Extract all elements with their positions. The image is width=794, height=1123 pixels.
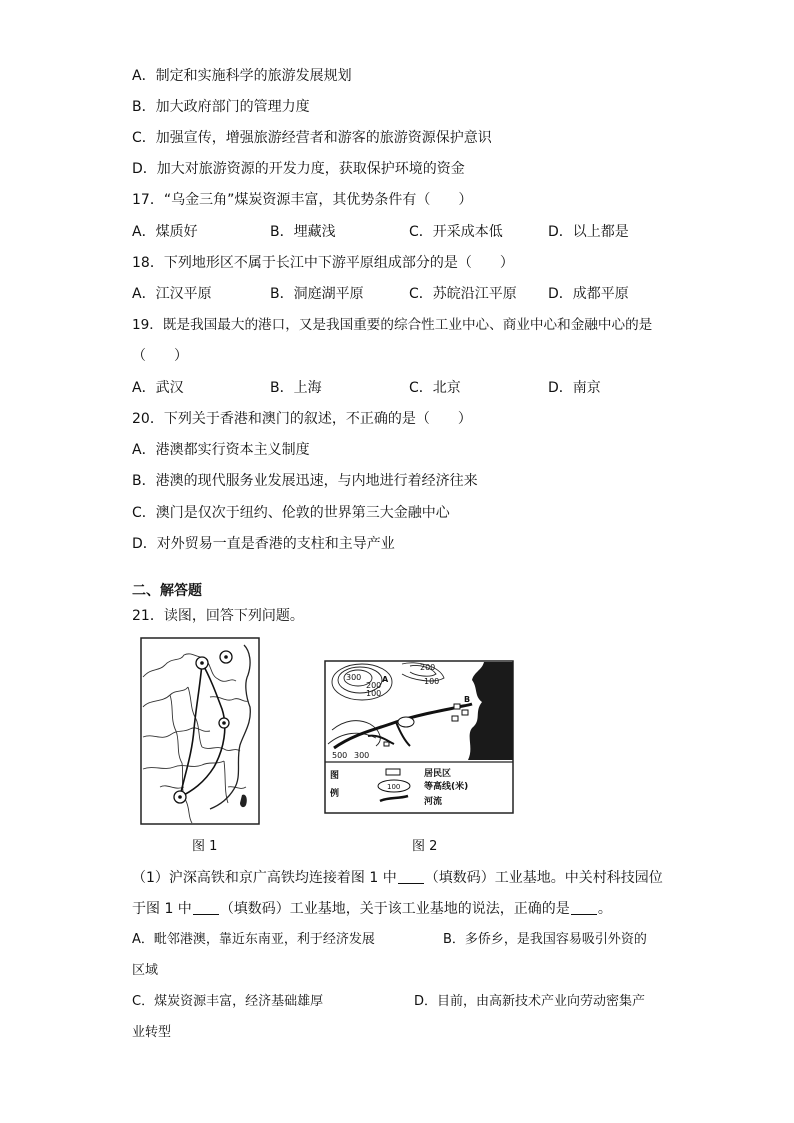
legend-title-2: 例 bbox=[330, 789, 340, 799]
q17-option-c: C．开采成本低 bbox=[409, 224, 503, 240]
contour-label-100b: 100 bbox=[366, 689, 382, 698]
contour-label-100a: 100 bbox=[424, 677, 440, 686]
q17-stem: 17．“乌金三角”煤炭资源丰富，其优势条件有（ ） bbox=[132, 192, 473, 208]
answer-blank-3[interactable] bbox=[571, 900, 597, 915]
q16-option-b: B．加大政府部门的管理力度 bbox=[132, 99, 310, 115]
q21-option-d-cont: 业转型 bbox=[132, 1025, 172, 1040]
q21-option-b: B．多侨乡，是我国容易吸引外资的 bbox=[443, 932, 647, 947]
q18-option-c: C．苏皖沿江平原 bbox=[409, 286, 517, 302]
q21-option-d: D．目前，由高新技术产业向劳动密集产 bbox=[414, 994, 646, 1009]
q20-option-b: B．港澳的现代服务业发展迅速，与内地进行着经济往来 bbox=[132, 473, 478, 489]
q21-option-c: C．煤炭资源丰富，经济基础雄厚 bbox=[132, 994, 324, 1009]
contour-label-500: 500 bbox=[332, 751, 348, 760]
legend-settlement-symbol bbox=[386, 769, 400, 775]
q20-option-d: D．对外贸易一直是香港的支柱和主导产业 bbox=[132, 536, 395, 552]
q18-option-b: B．洞庭湖平原 bbox=[270, 286, 364, 302]
q19-stem-line2: （ ） bbox=[132, 348, 188, 364]
figure2-caption: 图 2 bbox=[412, 839, 438, 854]
q21-sub1-text-b: （填数码）工业基地。中关村科技园位 bbox=[424, 870, 663, 886]
q21-sub1-text-d: （填数码）工业基地，关于该工业基地的说法，正确的是 bbox=[219, 901, 570, 917]
q20-stem: 20．下列关于香港和澳门的叙述，不正确的是（ ） bbox=[132, 411, 472, 427]
section-title: 二、解答题 bbox=[132, 583, 202, 599]
answer-blank-2[interactable] bbox=[193, 900, 219, 915]
q21-option-b-cont: 区域 bbox=[132, 963, 159, 978]
q19-option-b: B．上海 bbox=[270, 380, 322, 396]
figure1-caption: 图 1 bbox=[192, 839, 218, 854]
answer-blank-1[interactable] bbox=[398, 869, 424, 884]
contour-label-300: 300 bbox=[346, 673, 362, 682]
legend-contour-value: 100 bbox=[387, 783, 401, 791]
legend-title-1: 图 bbox=[330, 771, 340, 781]
figure1-map bbox=[140, 637, 260, 825]
q21-sub1-text-a: （1）沪深高铁和京广高铁均连接着图 1 中 bbox=[132, 870, 397, 886]
point-label-b: B bbox=[464, 695, 471, 704]
q17-option-b: B．埋藏浅 bbox=[270, 224, 336, 240]
q19-option-d: D．南京 bbox=[548, 380, 601, 396]
point-label-a: A bbox=[382, 675, 389, 684]
q19-option-a: A．武汉 bbox=[132, 380, 184, 396]
contour-label-300b: 300 bbox=[354, 751, 370, 760]
q16-option-a: A．制定和实施科学的旅游发展规划 bbox=[132, 68, 352, 84]
figure2-map bbox=[324, 660, 514, 814]
q16-option-d: D．加大对旅游资源的开发力度，获取保护环境的资金 bbox=[132, 161, 465, 177]
q18-stem: 18．下列地形区不属于长江中下游平原组成部分的是（ ） bbox=[132, 255, 514, 271]
q21-stem: 21．读图，回答下列问题。 bbox=[132, 608, 304, 624]
q19-stem-line1: 19．既是我国最大的港口，又是我国重要的综合性工业中心、商业中心和金融中心的是 bbox=[132, 317, 653, 333]
legend-river-label: 河流 bbox=[424, 797, 443, 807]
legend-settlement-label: 居民区 bbox=[424, 769, 452, 779]
q17-option-a: A．煤质好 bbox=[132, 224, 198, 240]
contour-label-200a: 200 bbox=[420, 663, 436, 672]
q21-option-a: A．毗邻港澳，靠近东南亚，利于经济发展 bbox=[132, 932, 375, 947]
q20-option-a: A．港澳都实行资本主义制度 bbox=[132, 442, 310, 458]
q21-sub1-text-e: 。 bbox=[597, 901, 612, 917]
q21-sub1-line1 bbox=[132, 868, 663, 888]
q21-sub1-line2 bbox=[132, 899, 612, 919]
contour-label-200b: 200 bbox=[366, 681, 382, 690]
q17-option-d: D．以上都是 bbox=[548, 224, 629, 240]
q21-sub1-text-c: 于图 1 中 bbox=[132, 901, 192, 917]
q18-option-a: A．江汉平原 bbox=[132, 286, 212, 302]
q18-option-d: D．成都平原 bbox=[548, 286, 629, 302]
q16-option-c: C．加强宣传，增强旅游经营者和游客的旅游资源保护意识 bbox=[132, 130, 492, 146]
q20-option-c: C．澳门是仅次于纽约、伦敦的世界第三大金融中心 bbox=[132, 505, 450, 521]
q19-option-c: C．北京 bbox=[409, 380, 461, 396]
legend-contour-label: 等高线(米) bbox=[424, 782, 469, 792]
